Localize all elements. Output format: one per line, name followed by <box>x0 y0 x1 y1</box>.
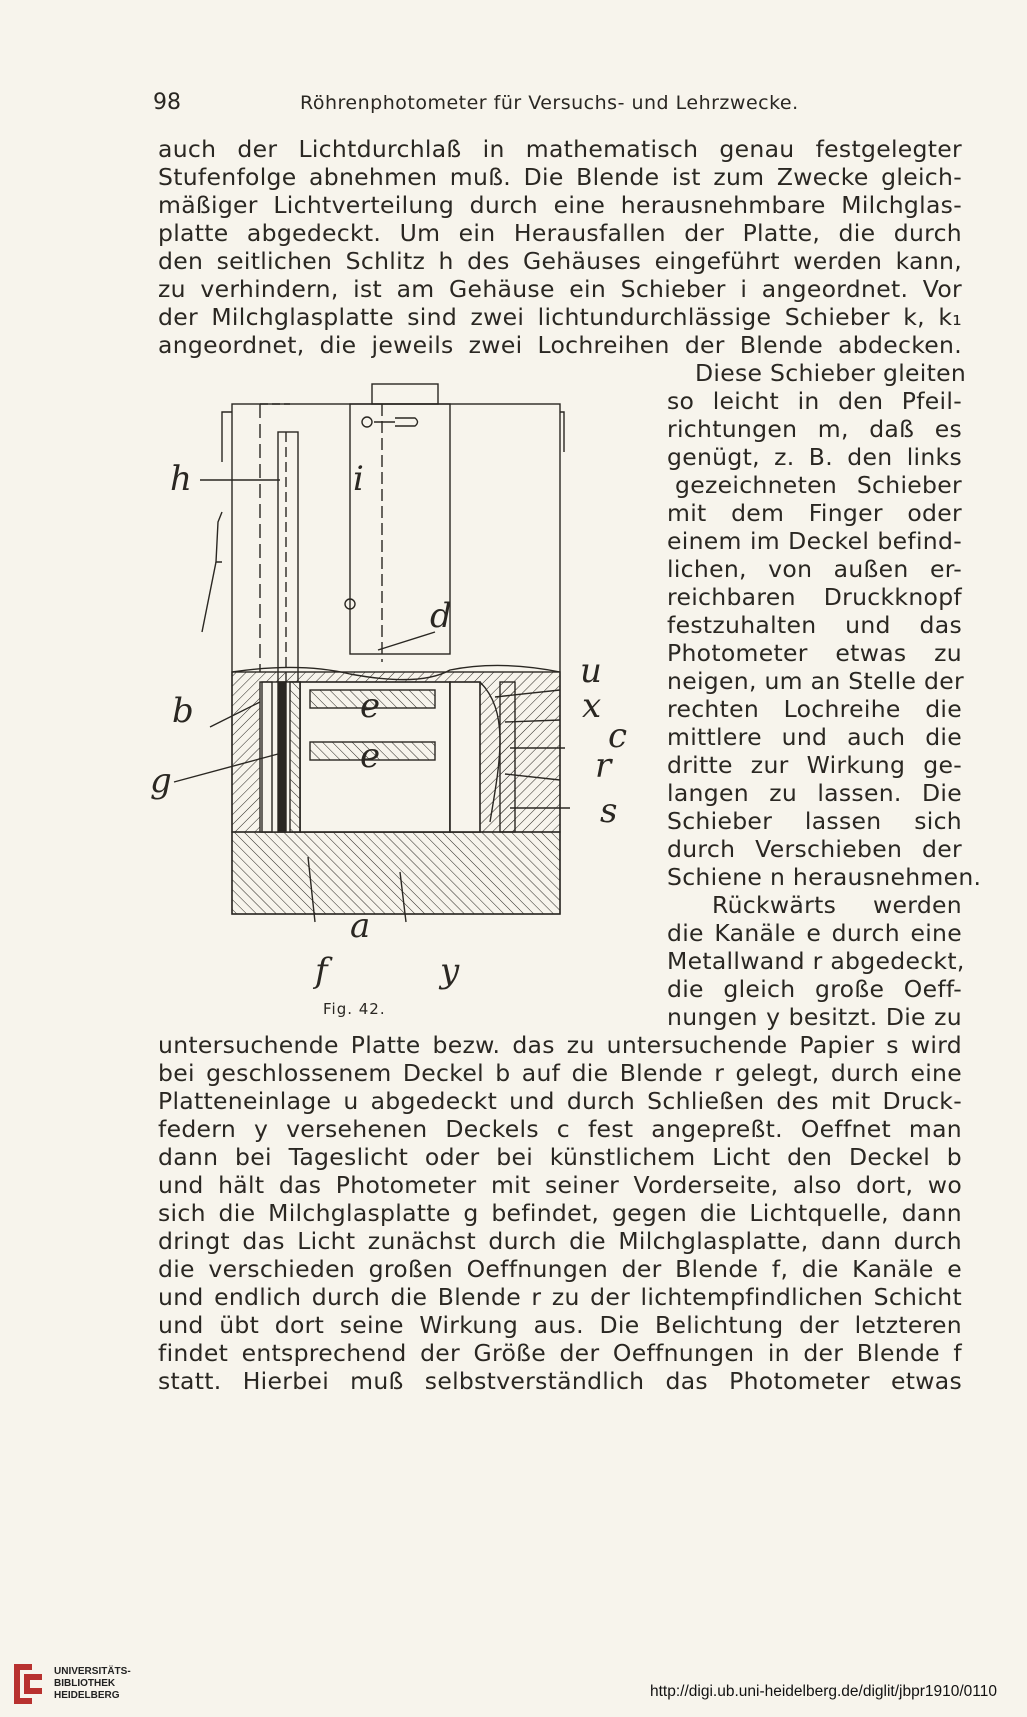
text-line-side: neigen, um an Stelle der <box>667 667 964 695</box>
text-line-side: so leicht in den Pfeil- <box>667 387 962 415</box>
label-a: a <box>350 906 371 946</box>
page-number: 98 <box>153 90 181 115</box>
text-line: und übt dort seine Wirkung aus. Die Belichtung der letzteren <box>158 1311 962 1339</box>
text-line-side: lichen, von außen er- <box>667 555 962 583</box>
text-line: bei geschlossenem Deckel b auf die Blende r gelegt, durch eine <box>158 1059 962 1087</box>
text-line-side: mittlere und auch die <box>667 723 962 751</box>
figure-caption: Fig. 42. <box>323 1000 386 1018</box>
text-line: findet entsprechend der Größe der Oeffnungen in der Blende f <box>158 1339 962 1367</box>
label-g: g <box>150 761 172 801</box>
text-line-side: die Kanäle e durch eine <box>667 919 962 947</box>
text-line: angeordnet, die jeweils zwei Lochreihen der Blende abdecken. <box>158 331 962 359</box>
text-line-side: reichbaren Druckknopf <box>667 583 962 611</box>
label-b: b <box>172 691 194 731</box>
text-line-side: Schiene n herausnehmen. <box>667 863 982 891</box>
text-line-side: langen zu lassen. Die <box>667 779 962 807</box>
text-line-side: mit dem Finger oder <box>667 499 962 527</box>
page-header <box>150 90 960 122</box>
text-line: den seitlichen Schlitz h des Gehäuses eingeführt werden kann, <box>158 247 962 275</box>
text-line: auch der Lichtdurchlaß in mathematisch genau festgelegter <box>158 135 962 163</box>
text-line: federn y versehenen Deckels c fest angepreßt. Oeffnet man <box>158 1115 962 1143</box>
text-line: Stufenfolge abnehmen muß. Die Blende ist zum Zwecke gleich- <box>158 163 962 191</box>
label-c: c <box>608 716 628 756</box>
library-name <box>54 1666 131 1702</box>
library-line: UNIVERSITÄTS- <box>54 1666 131 1677</box>
text-line-side: dritte zur Wirkung ge- <box>667 751 962 779</box>
running-title: Röhrenphotometer für Versuchs- und Lehrzwecke. <box>300 92 799 114</box>
text-line: statt. Hierbei muß selbstverständlich das Photometer etwas <box>158 1367 962 1395</box>
text-line-side: nungen y besitzt. Die zu <box>667 1003 962 1031</box>
text-line: und hält das Photometer mit seiner Vorderseite, also dort, wo <box>158 1171 962 1199</box>
text-line-side: einem im Deckel befind- <box>667 527 962 555</box>
label-s: s <box>600 791 618 831</box>
label-d: d <box>430 596 452 636</box>
text-line-side: durch Verschieben der <box>667 835 962 863</box>
photometer-diagram <box>150 382 650 1022</box>
label-x: x <box>582 686 602 726</box>
label-y: y <box>440 951 460 991</box>
text-line-side: genügt, z. B. den links <box>667 443 962 471</box>
text-line: dann bei Tageslicht oder bei künstlichem Licht den Deckel b <box>158 1143 962 1171</box>
text-line: sich die Milchglasplatte g befindet, gegen die Lichtquelle, dann <box>158 1199 962 1227</box>
text-line: untersuchende Platte bezw. das zu untersuchende Papier s wird <box>158 1031 962 1059</box>
text-line-side: die gleich große Oeff- <box>667 975 962 1003</box>
library-logo <box>8 1660 143 1708</box>
text-line-side: rechten Lochreihe die <box>667 695 962 723</box>
figure-photometer <box>150 382 650 1022</box>
text-line-side: Schieber lassen sich <box>667 807 962 835</box>
label-e2: e <box>360 736 381 776</box>
label-e1: e <box>360 686 381 726</box>
text-line: zu verhindern, ist am Gehäuse ein Schieber i angeordnet. Vor <box>158 275 962 303</box>
text-line-side: Diese Schieber gleiten <box>695 359 967 387</box>
text-line: platte abgedeckt. Um ein Herausfallen der Platte, die durch <box>158 219 962 247</box>
text-line-side: richtungen m, daß es <box>667 415 962 443</box>
source-url[interactable]: http://digi.ub.uni-heidelberg.de/diglit/jbpr1910/0110 <box>650 1683 997 1700</box>
library-logo-icon <box>8 1660 48 1708</box>
label-f: f <box>315 951 328 991</box>
text-line-side: Metallwand r abgedeckt, <box>667 947 965 975</box>
label-r: r <box>595 746 612 786</box>
text-line: mäßiger Lichtverteilung durch eine herausnehmbare Milchglas- <box>158 191 962 219</box>
text-line: die verschieden großen Oeffnungen der Blende f, die Kanäle e <box>158 1255 962 1283</box>
text-line: dringt das Licht zunächst durch die Milchglasplatte, dann durch <box>158 1227 962 1255</box>
label-h: h <box>170 459 192 499</box>
text-line: und endlich durch die Blende r zu der lichtempfindlichen Schicht <box>158 1283 962 1311</box>
text-line: der Milchglasplatte sind zwei lichtundurchlässige Schieber k, k₁ <box>158 303 962 331</box>
label-u: u <box>580 651 602 691</box>
text-line-side: Photometer etwas zu <box>667 639 962 667</box>
text-line-side: gezeichneten Schieber <box>675 471 962 499</box>
library-line: BIBLIOTHEK <box>54 1678 116 1689</box>
library-line: HEIDELBERG <box>54 1690 120 1701</box>
text-line: Platteneinlage u abgedeckt und durch Schließen des mit Druck- <box>158 1087 962 1115</box>
text-line-side: Rückwärts werden <box>712 891 962 919</box>
text-line-side: festzuhalten und das <box>667 611 962 639</box>
label-i: i <box>353 459 364 499</box>
